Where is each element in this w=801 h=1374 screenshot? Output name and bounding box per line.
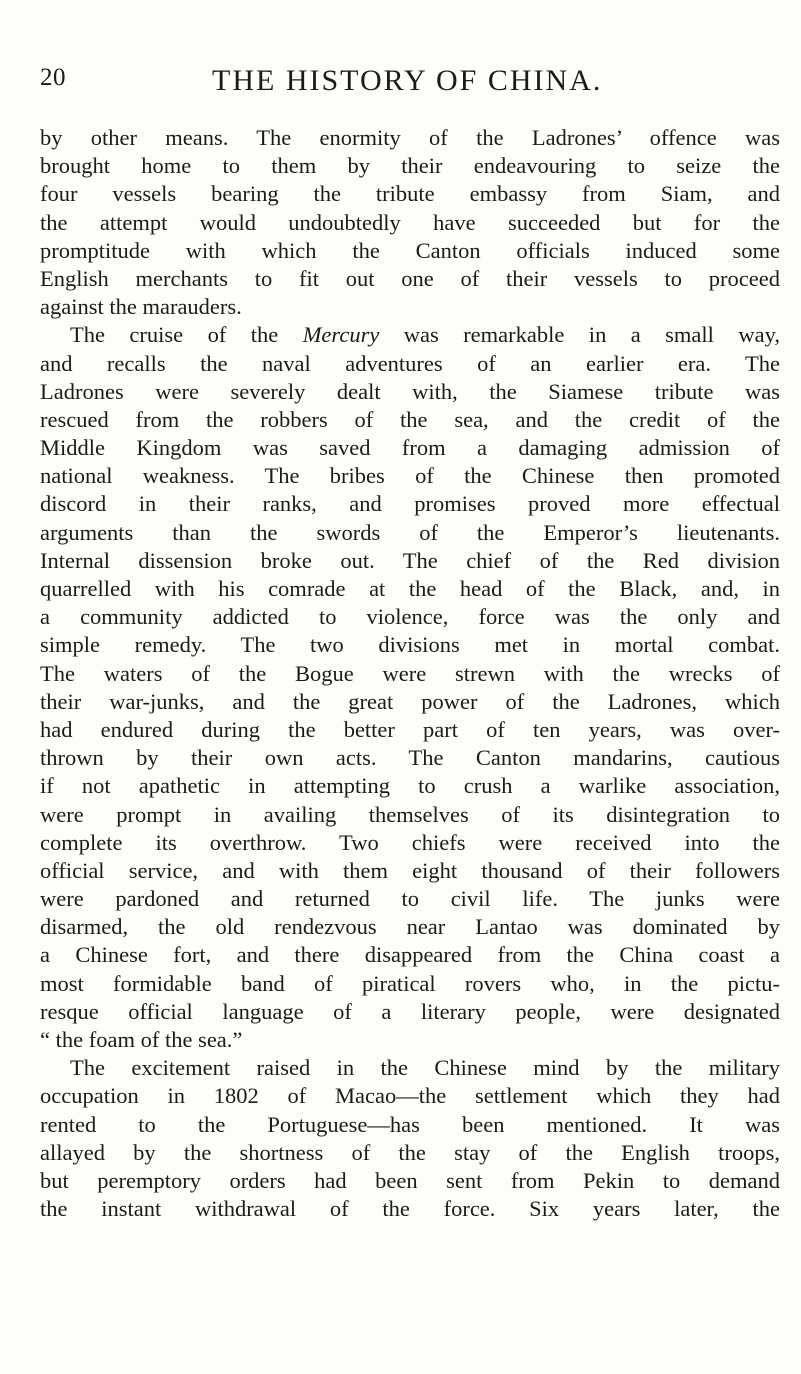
text-line: occupation in 1802 of Macao—the settlement which they had [40,1083,780,1109]
text-line: official service, and with them eight thousand of their followers [40,857,780,883]
text-line: if not apathetic in attempting to crush a warlike association, [40,773,780,799]
text-line: were prompt in availing themselves of its disintegration to [40,801,780,827]
text-line: Internal dissension broke out. The chief of the Red division [40,547,780,573]
text-line: allayed by the shortness of the stay of the English troops, [40,1139,780,1165]
text-line: the attempt would undoubtedly have succeeded but for the [40,209,780,235]
text-line: against the marauders. [40,294,242,320]
text-line: by other means. The enormity of the Ladrones’ offence was [40,125,780,150]
ship-name-italic: Mercury [302,322,380,348]
text-line: but peremptory orders had been sent from Pekin to demand [40,1167,780,1193]
text-line: the instant withdrawal of the force. Six years later, the [40,1196,780,1222]
text-line: discord in their ranks, and promises proved more effectual [40,491,780,517]
text-line: most formidable band of piratical rovers who, in the pictu- [40,970,780,996]
text-run: The cruise of the [70,322,303,348]
page-header [40,64,780,104]
text-line: Middle Kingdom was saved from a damaging admission of [40,435,780,461]
text-line: and recalls the naval adventures of an earlier era. The [40,350,780,376]
text-line: their war-junks, and the great power of the Ladrones, which [40,688,780,714]
text-line: a Chinese fort, and there disappeared from the China coast a [40,942,780,968]
text-line: quarrelled with his comrade at the head of the Black, and, in [40,576,780,601]
text-line: complete its overthrow. Two chiefs were received into the [40,829,780,855]
text-line: resque official language of a literary people, were designated [40,998,780,1024]
text-line: simple remedy. The two divisions met in mortal combat. [40,632,780,658]
page-number: 20 [40,64,66,91]
body-text [40,124,780,1223]
text-line: Ladrones were severely dealt with, the Siamese tribute was [40,378,780,404]
text-run: was remarkable in a small way, [379,322,781,348]
text-line: four vessels bearing the tribute embassy from Siam, and [40,181,780,207]
text-line: thrown by their own acts. The Canton mandarins, cautious [40,745,780,771]
running-head: THE HISTORY OF CHINA. [212,64,603,97]
text-line: national weakness. The bribes of the Chinese then promoted [40,463,780,489]
text-line: were pardoned and returned to civil life. The junks were [40,886,780,912]
text-line: arguments than the swords of the Emperor’s lieutenants. [40,519,780,545]
text-line: “ the foam of the sea.” [40,1027,243,1052]
text-line: disarmed, the old rendezvous near Lantao was dominated by [40,914,780,940]
text-line: The excitement raised in the Chinese mind by the military [70,1055,780,1081]
text-line: promptitude with which the Canton officials induced some [40,237,780,263]
text-line: The waters of the Bogue were strewn with the wrecks of [40,660,780,686]
text-line: rescued from the robbers of the sea, and the credit of the [40,406,780,432]
text-line: rented to the Portuguese—has been mentioned. It was [40,1111,780,1137]
text-line: brought home to them by their endeavouring to seize the [40,153,780,179]
text-line: a community addicted to violence, force was the only and [40,604,780,630]
text-line: English merchants to fit out one of their vessels to proceed [40,265,780,291]
text-line [40,321,780,349]
text-line: had endured during the better part of ten years, was over- [40,716,780,742]
